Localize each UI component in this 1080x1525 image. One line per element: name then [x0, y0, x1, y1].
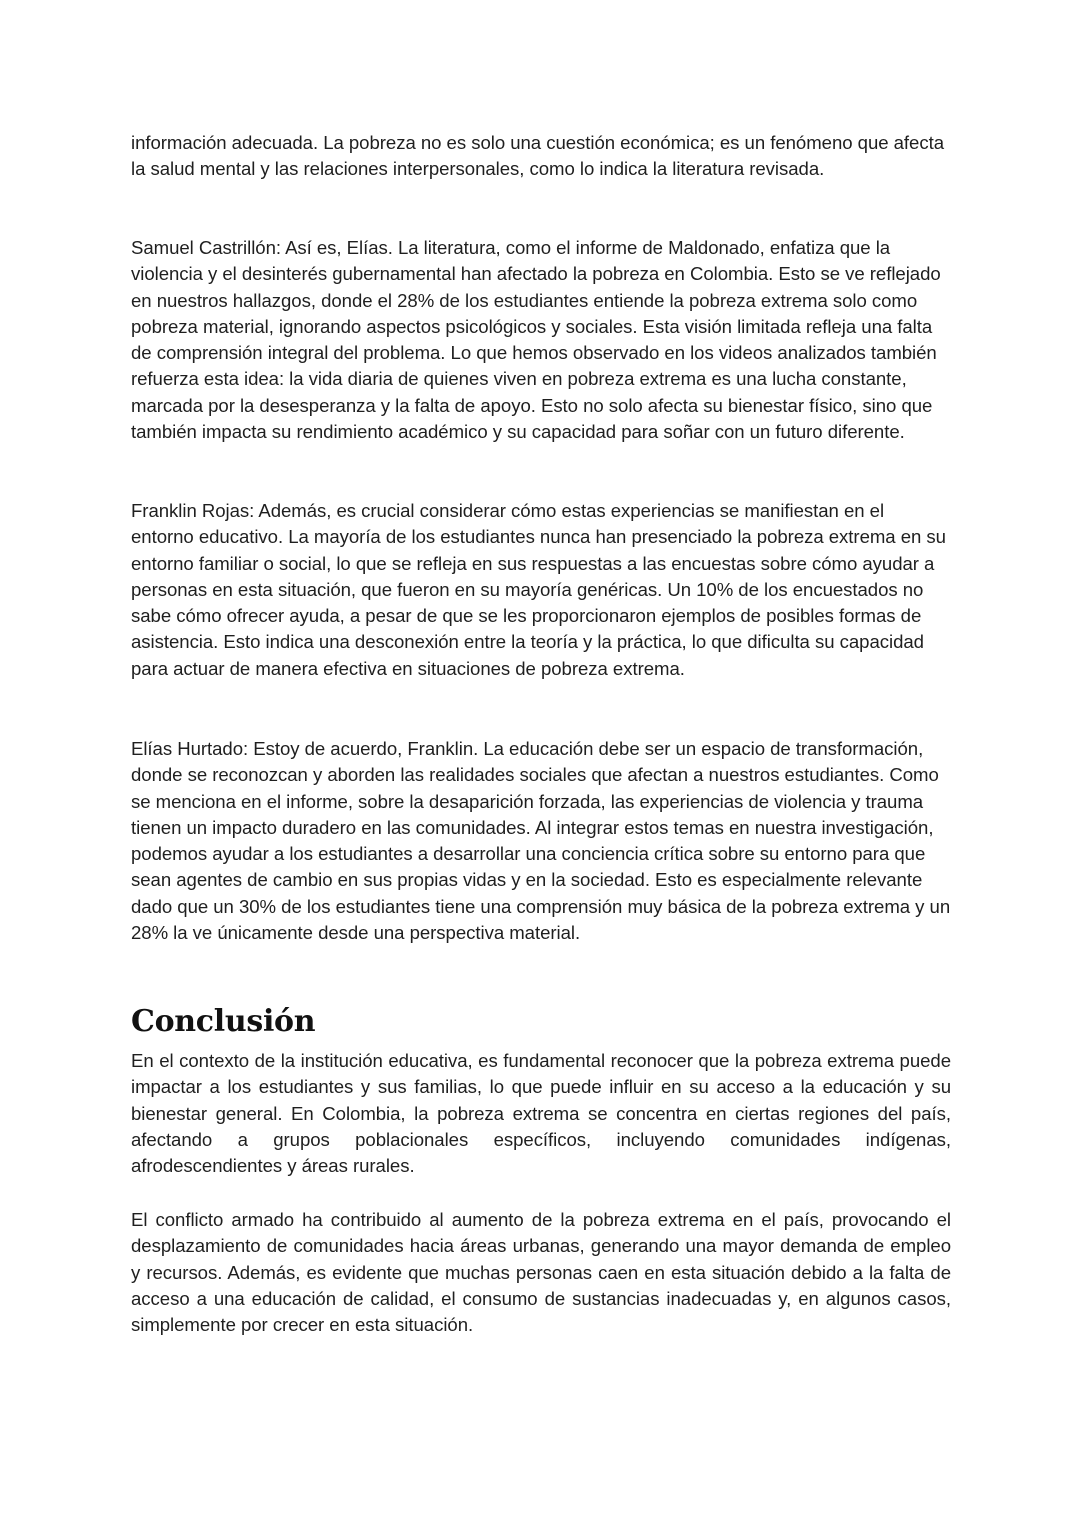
paragraph-samuel-castrillon: Samuel Castrillón: Así es, Elías. La literatura, como el informe de Maldonado, enfatiza que la violencia y el desinterés gubernamental han afectado la pobreza en Colombia. Esto se ve reflejado en nuestros hallazgos, donde el 28% de los estudiantes entiende la pobreza extrema solo como pobreza material, ignorando aspectos psicológicos y sociales. Esta visión limitada refleja una falta de comprensión integral del problema. Lo que hemos observado en los videos analizados también refuerza esta idea: la vida diaria de quienes viven en pobreza extrema es una lucha constante, marcada por la desesperanza y la falta de apoyo. Esto no solo afecta su bienestar físico, sino que también impacta su rendimiento académico y su capacidad para soñar con un futuro diferente. [131, 237, 941, 443]
paragraph-elias-hurtado: Elías Hurtado: Estoy de acuerdo, Franklin. La educación debe ser un espacio de transformación, donde se reconozcan y aborden las realidades sociales que afectan a nuestros estudiantes. Como se menciona en el informe, sobre la desaparición forzada, las experiencias de violencia y trauma tienen un impacto duradero en las comunidades. Al integrar estos temas en nuestra investigación, podemos ayudar a los estudiantes a desarrollar una conciencia crítica sobre su entorno para que sean agentes de cambio en sus propias vidas y en la sociedad. Esto es especialmente relevante dado que un 30% de los estudiantes tiene una comprensión muy básica de la pobreza extrema y un 28% la ve únicamente desde una perspectiva material. [131, 738, 951, 944]
paragraph-conclusion-1: En el contexto de la institución educativa, es fundamental reconocer que la pobreza extrema puede impactar a los estudiantes y sus familias, lo que puede influir en su acceso a la educación y su bienestar general. En Colombia, la pobreza extrema se concentra en ciertas regiones del país, afectando a grupos poblacionales específicos, incluyendo comunidades indígenas, afrodescendientes y áreas rurales. [131, 1050, 951, 1177]
paragraph-conclusion-2: El conflicto armado ha contribuido al aumento de la pobreza extrema en el país, provocando el desplazamiento de comunidades hacia áreas urbanas, generando una mayor demanda de empleo y recursos. Además, es evidente que muchas personas caen en esta situación debido a la falta de acceso a una educación de calidad, el consumo de sustancias inadecuadas y, en algunos casos, simplemente por crecer en esta situación. [131, 1209, 951, 1336]
paragraph-franklin-rojas: Franklin Rojas: Además, es crucial considerar cómo estas experiencias se manifiestan en el entorno educativo. La mayoría de los estudiantes nunca han presenciado la pobreza extrema en su entorno familiar o social, lo que se refleja en sus respuestas a las encuestas sobre cómo ayudar a personas en esta situación, que fueron en su mayoría genéricas. Un 10% de los encuestados no sabe cómo ofrecer ayuda, a pesar de que se les proporcionaron ejemplos de posibles formas de asistencia. Esto indica una desconexión entre la teoría y la práctica, lo que dificulta su capacidad para actuar de manera efectiva en situaciones de pobreza extrema. [131, 500, 946, 679]
section-heading-conclusion: Conclusión [131, 1004, 316, 1039]
paragraph-intro-continuation: información adecuada. La pobreza no es solo una cuestión económica; es un fenómeno que afecta la salud mental y las relaciones interpersonales, como lo indica la literatura revisada. [131, 132, 944, 180]
